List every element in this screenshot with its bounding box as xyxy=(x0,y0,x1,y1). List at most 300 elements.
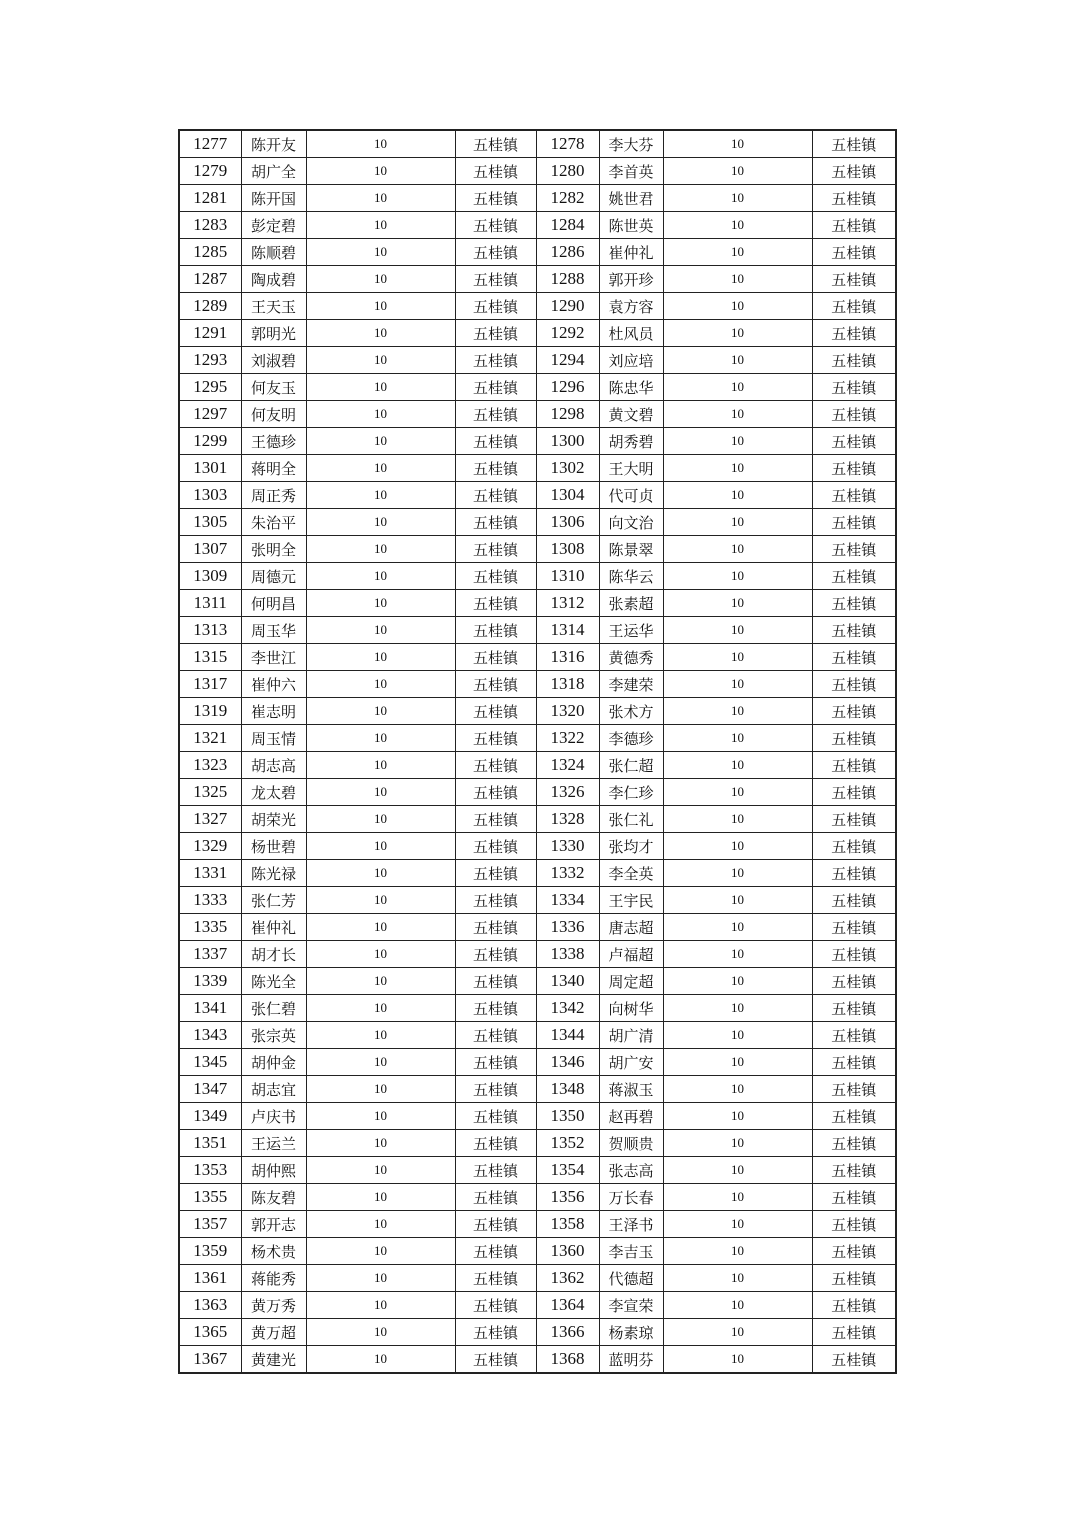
left-person-name-cell: 陈开国 xyxy=(241,185,306,212)
right-town-name-cell: 五桂镇 xyxy=(812,1265,896,1292)
left-person-name-cell: 崔仲礼 xyxy=(241,914,306,941)
table-row xyxy=(179,1103,896,1130)
left-record-number-cell: 1335 xyxy=(179,914,241,941)
right-amount-cell: 10 xyxy=(663,590,812,617)
right-amount-cell: 10 xyxy=(663,347,812,374)
left-town-name-cell: 五桂镇 xyxy=(455,401,536,428)
table-row xyxy=(179,1238,896,1265)
table-row xyxy=(179,401,896,428)
right-amount-cell: 10 xyxy=(663,1130,812,1157)
right-person-name-cell: 张均才 xyxy=(599,833,663,860)
right-amount-cell: 10 xyxy=(663,1022,812,1049)
left-town-name-cell: 五桂镇 xyxy=(455,1049,536,1076)
table-row xyxy=(179,1184,896,1211)
left-person-name-cell: 胡志宜 xyxy=(241,1076,306,1103)
table-row xyxy=(179,130,896,158)
right-person-name-cell: 杜风员 xyxy=(599,320,663,347)
left-town-name-cell: 五桂镇 xyxy=(455,671,536,698)
right-record-number-cell: 1332 xyxy=(536,860,599,887)
right-town-name-cell: 五桂镇 xyxy=(812,536,896,563)
right-person-name-cell: 刘应培 xyxy=(599,347,663,374)
left-record-number-cell: 1345 xyxy=(179,1049,241,1076)
left-town-name-cell: 五桂镇 xyxy=(455,563,536,590)
right-person-name-cell: 万长春 xyxy=(599,1184,663,1211)
left-person-name-cell: 黄建光 xyxy=(241,1346,306,1374)
right-record-number-cell: 1344 xyxy=(536,1022,599,1049)
left-town-name-cell: 五桂镇 xyxy=(455,914,536,941)
right-record-number-cell: 1294 xyxy=(536,347,599,374)
left-record-number-cell: 1303 xyxy=(179,482,241,509)
right-record-number-cell: 1338 xyxy=(536,941,599,968)
left-person-name-cell: 王德珍 xyxy=(241,428,306,455)
left-town-name-cell: 五桂镇 xyxy=(455,347,536,374)
left-town-name-cell: 五桂镇 xyxy=(455,752,536,779)
left-town-name-cell: 五桂镇 xyxy=(455,1076,536,1103)
right-town-name-cell: 五桂镇 xyxy=(812,1292,896,1319)
right-amount-cell: 10 xyxy=(663,158,812,185)
left-record-number-cell: 1299 xyxy=(179,428,241,455)
right-amount-cell: 10 xyxy=(663,1238,812,1265)
right-amount-cell: 10 xyxy=(663,941,812,968)
left-town-name-cell: 五桂镇 xyxy=(455,698,536,725)
left-amount-cell: 10 xyxy=(306,1103,455,1130)
table-row xyxy=(179,1319,896,1346)
left-record-number-cell: 1349 xyxy=(179,1103,241,1130)
right-record-number-cell: 1302 xyxy=(536,455,599,482)
right-record-number-cell: 1318 xyxy=(536,671,599,698)
left-record-number-cell: 1297 xyxy=(179,401,241,428)
right-person-name-cell: 王泽书 xyxy=(599,1211,663,1238)
right-record-number-cell: 1314 xyxy=(536,617,599,644)
left-person-name-cell: 陈顺碧 xyxy=(241,239,306,266)
left-person-name-cell: 郭明光 xyxy=(241,320,306,347)
left-town-name-cell: 五桂镇 xyxy=(455,860,536,887)
right-person-name-cell: 王宇民 xyxy=(599,887,663,914)
left-record-number-cell: 1329 xyxy=(179,833,241,860)
table-row xyxy=(179,1076,896,1103)
right-town-name-cell: 五桂镇 xyxy=(812,428,896,455)
left-person-name-cell: 张明全 xyxy=(241,536,306,563)
table-row xyxy=(179,1346,896,1374)
left-amount-cell: 10 xyxy=(306,698,455,725)
left-town-name-cell: 五桂镇 xyxy=(455,1130,536,1157)
left-amount-cell: 10 xyxy=(306,806,455,833)
right-town-name-cell: 五桂镇 xyxy=(812,455,896,482)
left-record-number-cell: 1347 xyxy=(179,1076,241,1103)
right-record-number-cell: 1278 xyxy=(536,130,599,158)
left-person-name-cell: 何明昌 xyxy=(241,590,306,617)
right-record-number-cell: 1348 xyxy=(536,1076,599,1103)
left-amount-cell: 10 xyxy=(306,968,455,995)
right-amount-cell: 10 xyxy=(663,1211,812,1238)
right-amount-cell: 10 xyxy=(663,130,812,158)
left-amount-cell: 10 xyxy=(306,239,455,266)
roster-sheet xyxy=(178,129,897,1374)
left-record-number-cell: 1319 xyxy=(179,698,241,725)
right-record-number-cell: 1282 xyxy=(536,185,599,212)
left-record-number-cell: 1357 xyxy=(179,1211,241,1238)
table-row xyxy=(179,428,896,455)
right-person-name-cell: 向文治 xyxy=(599,509,663,536)
right-record-number-cell: 1366 xyxy=(536,1319,599,1346)
left-person-name-cell: 朱治平 xyxy=(241,509,306,536)
left-amount-cell: 10 xyxy=(306,563,455,590)
right-record-number-cell: 1362 xyxy=(536,1265,599,1292)
right-town-name-cell: 五桂镇 xyxy=(812,1346,896,1374)
left-amount-cell: 10 xyxy=(306,860,455,887)
right-record-number-cell: 1322 xyxy=(536,725,599,752)
right-amount-cell: 10 xyxy=(663,401,812,428)
left-record-number-cell: 1315 xyxy=(179,644,241,671)
left-town-name-cell: 五桂镇 xyxy=(455,293,536,320)
left-record-number-cell: 1311 xyxy=(179,590,241,617)
right-record-number-cell: 1356 xyxy=(536,1184,599,1211)
left-record-number-cell: 1295 xyxy=(179,374,241,401)
right-record-number-cell: 1364 xyxy=(536,1292,599,1319)
right-record-number-cell: 1308 xyxy=(536,536,599,563)
right-amount-cell: 10 xyxy=(663,266,812,293)
left-person-name-cell: 陶成碧 xyxy=(241,266,306,293)
left-record-number-cell: 1363 xyxy=(179,1292,241,1319)
right-record-number-cell: 1316 xyxy=(536,644,599,671)
left-town-name-cell: 五桂镇 xyxy=(455,130,536,158)
right-record-number-cell: 1300 xyxy=(536,428,599,455)
left-person-name-cell: 张宗英 xyxy=(241,1022,306,1049)
right-amount-cell: 10 xyxy=(663,455,812,482)
right-amount-cell: 10 xyxy=(663,482,812,509)
left-record-number-cell: 1289 xyxy=(179,293,241,320)
left-town-name-cell: 五桂镇 xyxy=(455,428,536,455)
right-amount-cell: 10 xyxy=(663,968,812,995)
left-record-number-cell: 1283 xyxy=(179,212,241,239)
right-town-name-cell: 五桂镇 xyxy=(812,1211,896,1238)
right-amount-cell: 10 xyxy=(663,833,812,860)
left-town-name-cell: 五桂镇 xyxy=(455,536,536,563)
right-person-name-cell: 陈世英 xyxy=(599,212,663,239)
left-person-name-cell: 胡仲金 xyxy=(241,1049,306,1076)
left-record-number-cell: 1277 xyxy=(179,130,241,158)
right-amount-cell: 10 xyxy=(663,374,812,401)
right-record-number-cell: 1284 xyxy=(536,212,599,239)
right-person-name-cell: 陈景翠 xyxy=(599,536,663,563)
table-row xyxy=(179,320,896,347)
left-amount-cell: 10 xyxy=(306,293,455,320)
right-record-number-cell: 1280 xyxy=(536,158,599,185)
left-person-name-cell: 张仁碧 xyxy=(241,995,306,1022)
right-person-name-cell: 郭开珍 xyxy=(599,266,663,293)
right-town-name-cell: 五桂镇 xyxy=(812,320,896,347)
left-record-number-cell: 1337 xyxy=(179,941,241,968)
right-town-name-cell: 五桂镇 xyxy=(812,1238,896,1265)
right-person-name-cell: 卢福超 xyxy=(599,941,663,968)
left-amount-cell: 10 xyxy=(306,374,455,401)
table-row xyxy=(179,887,896,914)
right-town-name-cell: 五桂镇 xyxy=(812,644,896,671)
right-amount-cell: 10 xyxy=(663,671,812,698)
right-town-name-cell: 五桂镇 xyxy=(812,1022,896,1049)
right-amount-cell: 10 xyxy=(663,1319,812,1346)
left-town-name-cell: 五桂镇 xyxy=(455,644,536,671)
left-person-name-cell: 刘淑碧 xyxy=(241,347,306,374)
left-person-name-cell: 陈光全 xyxy=(241,968,306,995)
left-person-name-cell: 杨世碧 xyxy=(241,833,306,860)
table-row xyxy=(179,833,896,860)
right-town-name-cell: 五桂镇 xyxy=(812,914,896,941)
table-row xyxy=(179,347,896,374)
left-record-number-cell: 1359 xyxy=(179,1238,241,1265)
right-town-name-cell: 五桂镇 xyxy=(812,185,896,212)
table-row xyxy=(179,968,896,995)
left-person-name-cell: 彭定碧 xyxy=(241,212,306,239)
right-person-name-cell: 张术方 xyxy=(599,698,663,725)
right-record-number-cell: 1360 xyxy=(536,1238,599,1265)
right-person-name-cell: 贺顺贵 xyxy=(599,1130,663,1157)
right-person-name-cell: 陈华云 xyxy=(599,563,663,590)
table-row xyxy=(179,239,896,266)
left-town-name-cell: 五桂镇 xyxy=(455,320,536,347)
left-person-name-cell: 王运兰 xyxy=(241,1130,306,1157)
left-record-number-cell: 1301 xyxy=(179,455,241,482)
left-person-name-cell: 胡志高 xyxy=(241,752,306,779)
left-person-name-cell: 崔仲六 xyxy=(241,671,306,698)
left-person-name-cell: 卢庆书 xyxy=(241,1103,306,1130)
right-town-name-cell: 五桂镇 xyxy=(812,1157,896,1184)
right-record-number-cell: 1310 xyxy=(536,563,599,590)
right-amount-cell: 10 xyxy=(663,1292,812,1319)
right-person-name-cell: 张素超 xyxy=(599,590,663,617)
table-row xyxy=(179,752,896,779)
right-record-number-cell: 1326 xyxy=(536,779,599,806)
left-record-number-cell: 1293 xyxy=(179,347,241,374)
right-town-name-cell: 五桂镇 xyxy=(812,995,896,1022)
right-amount-cell: 10 xyxy=(663,239,812,266)
right-record-number-cell: 1288 xyxy=(536,266,599,293)
right-town-name-cell: 五桂镇 xyxy=(812,1184,896,1211)
right-person-name-cell: 张仁礼 xyxy=(599,806,663,833)
right-amount-cell: 10 xyxy=(663,536,812,563)
table-row xyxy=(179,671,896,698)
left-amount-cell: 10 xyxy=(306,1022,455,1049)
right-town-name-cell: 五桂镇 xyxy=(812,1076,896,1103)
table-row xyxy=(179,266,896,293)
left-record-number-cell: 1325 xyxy=(179,779,241,806)
table-row xyxy=(179,698,896,725)
left-amount-cell: 10 xyxy=(306,158,455,185)
right-amount-cell: 10 xyxy=(663,806,812,833)
left-town-name-cell: 五桂镇 xyxy=(455,158,536,185)
left-town-name-cell: 五桂镇 xyxy=(455,266,536,293)
left-amount-cell: 10 xyxy=(306,1265,455,1292)
right-record-number-cell: 1286 xyxy=(536,239,599,266)
left-amount-cell: 10 xyxy=(306,401,455,428)
right-amount-cell: 10 xyxy=(663,1049,812,1076)
left-amount-cell: 10 xyxy=(306,509,455,536)
table-row xyxy=(179,1292,896,1319)
table-row xyxy=(179,185,896,212)
left-town-name-cell: 五桂镇 xyxy=(455,239,536,266)
right-amount-cell: 10 xyxy=(663,509,812,536)
left-amount-cell: 10 xyxy=(306,266,455,293)
left-person-name-cell: 黄万秀 xyxy=(241,1292,306,1319)
table-row xyxy=(179,509,896,536)
right-town-name-cell: 五桂镇 xyxy=(812,374,896,401)
left-amount-cell: 10 xyxy=(306,1049,455,1076)
right-record-number-cell: 1290 xyxy=(536,293,599,320)
right-person-name-cell: 黄文碧 xyxy=(599,401,663,428)
left-record-number-cell: 1343 xyxy=(179,1022,241,1049)
left-amount-cell: 10 xyxy=(306,644,455,671)
left-person-name-cell: 何友明 xyxy=(241,401,306,428)
right-amount-cell: 10 xyxy=(663,1157,812,1184)
left-town-name-cell: 五桂镇 xyxy=(455,995,536,1022)
left-record-number-cell: 1353 xyxy=(179,1157,241,1184)
right-record-number-cell: 1320 xyxy=(536,698,599,725)
table-row xyxy=(179,293,896,320)
left-person-name-cell: 胡才长 xyxy=(241,941,306,968)
left-town-name-cell: 五桂镇 xyxy=(455,887,536,914)
right-person-name-cell: 李首英 xyxy=(599,158,663,185)
right-person-name-cell: 崔仲礼 xyxy=(599,239,663,266)
right-amount-cell: 10 xyxy=(663,644,812,671)
right-amount-cell: 10 xyxy=(663,779,812,806)
right-record-number-cell: 1340 xyxy=(536,968,599,995)
left-record-number-cell: 1355 xyxy=(179,1184,241,1211)
right-person-name-cell: 李建荣 xyxy=(599,671,663,698)
right-amount-cell: 10 xyxy=(663,860,812,887)
left-amount-cell: 10 xyxy=(306,671,455,698)
right-town-name-cell: 五桂镇 xyxy=(812,1319,896,1346)
right-person-name-cell: 李宣荣 xyxy=(599,1292,663,1319)
left-amount-cell: 10 xyxy=(306,617,455,644)
left-record-number-cell: 1321 xyxy=(179,725,241,752)
right-record-number-cell: 1304 xyxy=(536,482,599,509)
right-record-number-cell: 1358 xyxy=(536,1211,599,1238)
right-town-name-cell: 五桂镇 xyxy=(812,212,896,239)
right-town-name-cell: 五桂镇 xyxy=(812,509,896,536)
right-person-name-cell: 张仁超 xyxy=(599,752,663,779)
table-row xyxy=(179,1211,896,1238)
left-town-name-cell: 五桂镇 xyxy=(455,374,536,401)
right-record-number-cell: 1312 xyxy=(536,590,599,617)
right-person-name-cell: 陈忠华 xyxy=(599,374,663,401)
right-amount-cell: 10 xyxy=(663,1103,812,1130)
left-person-name-cell: 陈开友 xyxy=(241,130,306,158)
left-town-name-cell: 五桂镇 xyxy=(455,1319,536,1346)
left-record-number-cell: 1361 xyxy=(179,1265,241,1292)
right-record-number-cell: 1352 xyxy=(536,1130,599,1157)
left-record-number-cell: 1285 xyxy=(179,239,241,266)
right-town-name-cell: 五桂镇 xyxy=(812,158,896,185)
right-amount-cell: 10 xyxy=(663,320,812,347)
left-town-name-cell: 五桂镇 xyxy=(455,806,536,833)
left-amount-cell: 10 xyxy=(306,752,455,779)
right-town-name-cell: 五桂镇 xyxy=(812,833,896,860)
left-amount-cell: 10 xyxy=(306,833,455,860)
left-town-name-cell: 五桂镇 xyxy=(455,1346,536,1374)
right-person-name-cell: 杨素琼 xyxy=(599,1319,663,1346)
right-person-name-cell: 周定超 xyxy=(599,968,663,995)
left-record-number-cell: 1279 xyxy=(179,158,241,185)
right-record-number-cell: 1342 xyxy=(536,995,599,1022)
table-row xyxy=(179,941,896,968)
left-record-number-cell: 1305 xyxy=(179,509,241,536)
left-amount-cell: 10 xyxy=(306,1211,455,1238)
left-record-number-cell: 1287 xyxy=(179,266,241,293)
left-record-number-cell: 1309 xyxy=(179,563,241,590)
right-person-name-cell: 袁方容 xyxy=(599,293,663,320)
table-row xyxy=(179,806,896,833)
right-town-name-cell: 五桂镇 xyxy=(812,482,896,509)
right-town-name-cell: 五桂镇 xyxy=(812,671,896,698)
right-town-name-cell: 五桂镇 xyxy=(812,752,896,779)
left-amount-cell: 10 xyxy=(306,914,455,941)
right-amount-cell: 10 xyxy=(663,1346,812,1374)
left-town-name-cell: 五桂镇 xyxy=(455,1184,536,1211)
right-town-name-cell: 五桂镇 xyxy=(812,347,896,374)
left-town-name-cell: 五桂镇 xyxy=(455,617,536,644)
left-amount-cell: 10 xyxy=(306,482,455,509)
left-person-name-cell: 陈友碧 xyxy=(241,1184,306,1211)
right-amount-cell: 10 xyxy=(663,563,812,590)
right-person-name-cell: 代可贞 xyxy=(599,482,663,509)
left-town-name-cell: 五桂镇 xyxy=(455,212,536,239)
left-town-name-cell: 五桂镇 xyxy=(455,779,536,806)
left-person-name-cell: 周德元 xyxy=(241,563,306,590)
right-person-name-cell: 李德珍 xyxy=(599,725,663,752)
right-person-name-cell: 蓝明芬 xyxy=(599,1346,663,1374)
left-amount-cell: 10 xyxy=(306,1238,455,1265)
left-person-name-cell: 胡广全 xyxy=(241,158,306,185)
right-person-name-cell: 李仁珍 xyxy=(599,779,663,806)
left-person-name-cell: 龙太碧 xyxy=(241,779,306,806)
left-amount-cell: 10 xyxy=(306,455,455,482)
right-town-name-cell: 五桂镇 xyxy=(812,941,896,968)
table-row xyxy=(179,725,896,752)
right-amount-cell: 10 xyxy=(663,1184,812,1211)
roster-body xyxy=(179,130,896,1373)
left-amount-cell: 10 xyxy=(306,536,455,563)
right-record-number-cell: 1298 xyxy=(536,401,599,428)
left-record-number-cell: 1339 xyxy=(179,968,241,995)
right-amount-cell: 10 xyxy=(663,1076,812,1103)
right-person-name-cell: 王大明 xyxy=(599,455,663,482)
table-row xyxy=(179,1022,896,1049)
left-town-name-cell: 五桂镇 xyxy=(455,1265,536,1292)
right-record-number-cell: 1324 xyxy=(536,752,599,779)
right-record-number-cell: 1336 xyxy=(536,914,599,941)
left-town-name-cell: 五桂镇 xyxy=(455,482,536,509)
left-record-number-cell: 1365 xyxy=(179,1319,241,1346)
left-record-number-cell: 1333 xyxy=(179,887,241,914)
left-town-name-cell: 五桂镇 xyxy=(455,455,536,482)
right-amount-cell: 10 xyxy=(663,185,812,212)
table-row xyxy=(179,1049,896,1076)
table-row xyxy=(179,455,896,482)
right-person-name-cell: 李全英 xyxy=(599,860,663,887)
right-person-name-cell: 向树华 xyxy=(599,995,663,1022)
left-town-name-cell: 五桂镇 xyxy=(455,185,536,212)
right-town-name-cell: 五桂镇 xyxy=(812,239,896,266)
right-person-name-cell: 李吉玉 xyxy=(599,1238,663,1265)
right-town-name-cell: 五桂镇 xyxy=(812,293,896,320)
table-row xyxy=(179,482,896,509)
left-amount-cell: 10 xyxy=(306,428,455,455)
left-record-number-cell: 1323 xyxy=(179,752,241,779)
table-row xyxy=(179,1265,896,1292)
left-amount-cell: 10 xyxy=(306,590,455,617)
right-amount-cell: 10 xyxy=(663,914,812,941)
right-record-number-cell: 1306 xyxy=(536,509,599,536)
